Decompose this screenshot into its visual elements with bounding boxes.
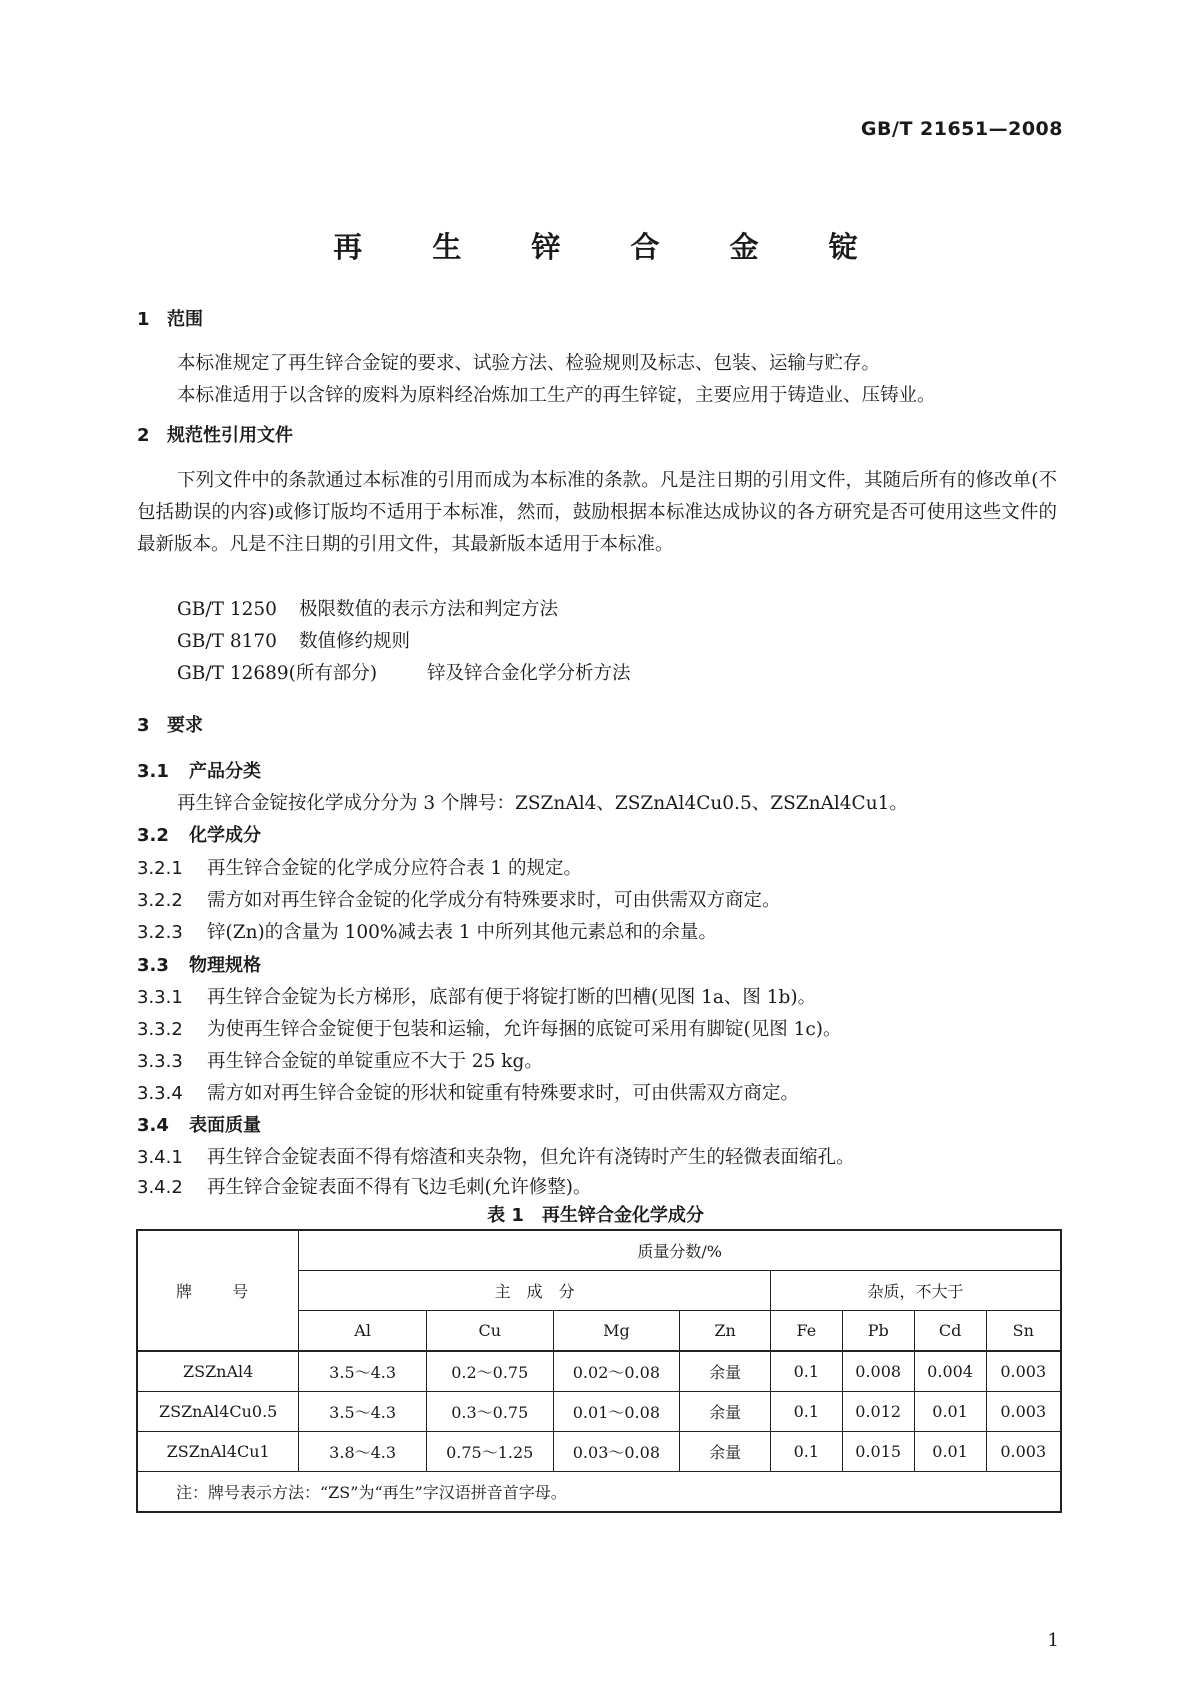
table-cell: 0.015 [842, 1432, 914, 1472]
section-title: 要求 [167, 715, 203, 736]
table-cell: 0.2～0.75 [426, 1351, 553, 1392]
section-title: 规范性引用文件 [167, 425, 293, 446]
table-cell: 0.01 [914, 1432, 986, 1472]
reference-item [177, 659, 631, 685]
clause-text: 再生锌合金锭表面不得有熔渣和夹杂物，但允许有浇铸时产生的轻微表面缩孔。 [207, 1147, 855, 1168]
section-title: 范围 [167, 309, 203, 330]
reference-code: GB/T 12689(所有部分) [177, 663, 378, 684]
grade-cell: ZSZnAl4 [137, 1351, 299, 1392]
subsection-3-4-heading [137, 1111, 261, 1137]
clause-number: 3.3.2 [137, 1019, 183, 1040]
subsection-title: 产品分类 [189, 761, 261, 782]
table-cell: 0.01 [914, 1392, 986, 1432]
table-cell: 0.3～0.75 [426, 1392, 553, 1432]
clause-number: 3.4.1 [137, 1147, 183, 1168]
chemical-composition-table [136, 1229, 1062, 1513]
table-cell: 0.01～0.08 [553, 1392, 680, 1432]
table-caption: 表 1 再生锌合金化学成分 [487, 1205, 704, 1226]
table-cell: 0.008 [842, 1351, 914, 1392]
table-cell: 0.012 [842, 1392, 914, 1432]
paragraph: 本标准适用于以含锌的废料为原料经冶炼加工生产的再生锌锭，主要应用于铸造业、压铸业。 [177, 385, 936, 406]
subsection-number: 3.4 [137, 1115, 169, 1136]
clause-number: 3.2.2 [137, 890, 183, 911]
page-number: 1 [1047, 1630, 1059, 1651]
table-cell: 3.5～4.3 [299, 1392, 427, 1432]
section-number: 1 [137, 309, 150, 330]
normative-references-intro: 下列文件中的条款通过本标准的引用而成为本标准的条款。凡是注日期的引用文件，其随后所有的修改单(不包括勘误的内容)或修订版均不适用于本标准，然而，鼓励根据本标准达成协议的各方研究是否可使用这些文件的最新版本。凡是不注日期的引用文件，其最新版本适用于本标准。 [137, 470, 1057, 555]
reference-code: GB/T 8170 [177, 631, 277, 652]
table-note: 注：牌号表示方法：“ZS”为“再生”字汉语拼音首字母。 [137, 1472, 1061, 1513]
reference-title: 极限数值的表示方法和判定方法 [299, 599, 559, 620]
table-cell: 0.75～1.25 [426, 1432, 553, 1472]
col-header: Sn [986, 1311, 1061, 1352]
clause-text: 为使再生锌合金锭便于包装和运输，允许每捆的底锭可采用有脚锭(见图 1c)。 [207, 1019, 842, 1040]
clause-3-4-1 [137, 1143, 855, 1169]
clause-3-4-2 [137, 1173, 591, 1199]
clause-3-2-3 [137, 918, 717, 944]
clause-number: 3.3.4 [137, 1083, 183, 1104]
clause-3-3-3 [137, 1047, 543, 1073]
clause-number: 3.2.1 [137, 858, 183, 879]
document-title: 再 生 锌 合 金 锭 [333, 230, 888, 264]
clause-text: 再生锌合金锭表面不得有飞边毛刺(允许修整)。 [207, 1177, 592, 1198]
clause-3-2-1 [137, 854, 582, 880]
subsection-number: 3.3 [137, 955, 169, 976]
clause-number: 3.2.3 [137, 922, 183, 943]
table-cell: 余量 [680, 1351, 771, 1392]
clause-text: 再生锌合金锭的化学成分应符合表 1 的规定。 [207, 858, 583, 879]
standard-number: GB/T 21651—2008 [860, 118, 1063, 140]
reference-title: 数值修约规则 [299, 631, 411, 652]
table-row [137, 1351, 1061, 1392]
clause-text: 锌(Zn)的含量为 100%减去表 1 中所列其他元素总和的余量。 [207, 922, 718, 943]
table-cell: 0.004 [914, 1351, 986, 1392]
table-cell: 0.003 [986, 1351, 1061, 1392]
col-header: Pb [842, 1311, 914, 1352]
clause-text: 需方如对再生锌合金锭的化学成分有特殊要求时，可由供需双方商定。 [207, 890, 781, 911]
col-header: Cd [914, 1311, 986, 1352]
col-header: Mg [553, 1311, 680, 1352]
clause-3-3-1 [137, 983, 816, 1009]
clause-number: 3.3.1 [137, 987, 183, 1008]
subsection-3-2-heading [137, 821, 261, 847]
table-cell: 0.02～0.08 [553, 1351, 680, 1392]
reference-code: GB/T 1250 [177, 599, 277, 620]
header-grade: 牌 号 [137, 1230, 299, 1351]
header-mass-fraction: 质量分数/% [299, 1230, 1061, 1271]
section-2-heading [137, 421, 293, 447]
clause-text: 需方如对再生锌合金锭的形状和锭重有特殊要求时，可由供需双方商定。 [207, 1083, 800, 1104]
col-header: Fe [770, 1311, 842, 1352]
reference-item [177, 595, 558, 621]
subsection-title: 化学成分 [189, 825, 261, 846]
section-3-heading [137, 711, 203, 737]
table-cell: 余量 [680, 1432, 771, 1472]
subsection-title: 物理规格 [189, 955, 261, 976]
grade-cell: ZSZnAl4Cu1 [137, 1432, 299, 1472]
table-cell: 3.5～4.3 [299, 1351, 427, 1392]
table-cell: 3.8～4.3 [299, 1432, 427, 1472]
clause-3-2-2 [137, 886, 781, 912]
clause-3-3-2 [137, 1015, 841, 1041]
col-header: Al [299, 1311, 427, 1352]
col-header: Zn [680, 1311, 771, 1352]
section-number: 2 [137, 425, 150, 446]
col-header: Cu [426, 1311, 553, 1352]
table-cell: 0.1 [770, 1351, 842, 1392]
table-cell: 0.1 [770, 1392, 842, 1432]
table-note-row [137, 1472, 1061, 1513]
table-cell: 0.1 [770, 1432, 842, 1472]
table-cell: 0.03～0.08 [553, 1432, 680, 1472]
section-number: 3 [137, 715, 150, 736]
clause-number: 3.4.2 [137, 1177, 183, 1198]
paragraph: 再生锌合金锭按化学成分分为 3 个牌号：ZSZnAl4、ZSZnAl4Cu0.5、ZSZnAl4Cu1。 [177, 793, 908, 814]
table-cell: 0.003 [986, 1432, 1061, 1472]
subsection-number: 3.2 [137, 825, 169, 846]
table-row [137, 1432, 1061, 1472]
reference-title: 锌及锌合金化学分析方法 [427, 663, 631, 684]
paragraph: 本标准规定了再生锌合金锭的要求、试验方法、检验规则及标志、包装、运输与贮存。 [177, 353, 881, 374]
subsection-3-3-heading [137, 951, 261, 977]
subsection-number: 3.1 [137, 761, 169, 782]
section-1-heading [137, 305, 203, 331]
header-main-components: 主 成 分 [299, 1271, 771, 1311]
subsection-title: 表面质量 [189, 1115, 261, 1136]
table-cell: 余量 [680, 1392, 771, 1432]
table-row [137, 1392, 1061, 1432]
clause-3-3-4 [137, 1079, 799, 1105]
grade-cell: ZSZnAl4Cu0.5 [137, 1392, 299, 1432]
clause-text: 再生锌合金锭的单锭重应不大于 25 kg。 [207, 1051, 543, 1072]
header-impurities: 杂质，不大于 [770, 1271, 1061, 1311]
clause-number: 3.3.3 [137, 1051, 183, 1072]
table-cell: 0.003 [986, 1392, 1061, 1432]
subsection-3-1-heading [137, 757, 261, 783]
clause-text: 再生锌合金锭为长方梯形，底部有便于将锭打断的凹槽(见图 1a、图 1b)。 [207, 987, 817, 1008]
reference-item [177, 627, 410, 653]
